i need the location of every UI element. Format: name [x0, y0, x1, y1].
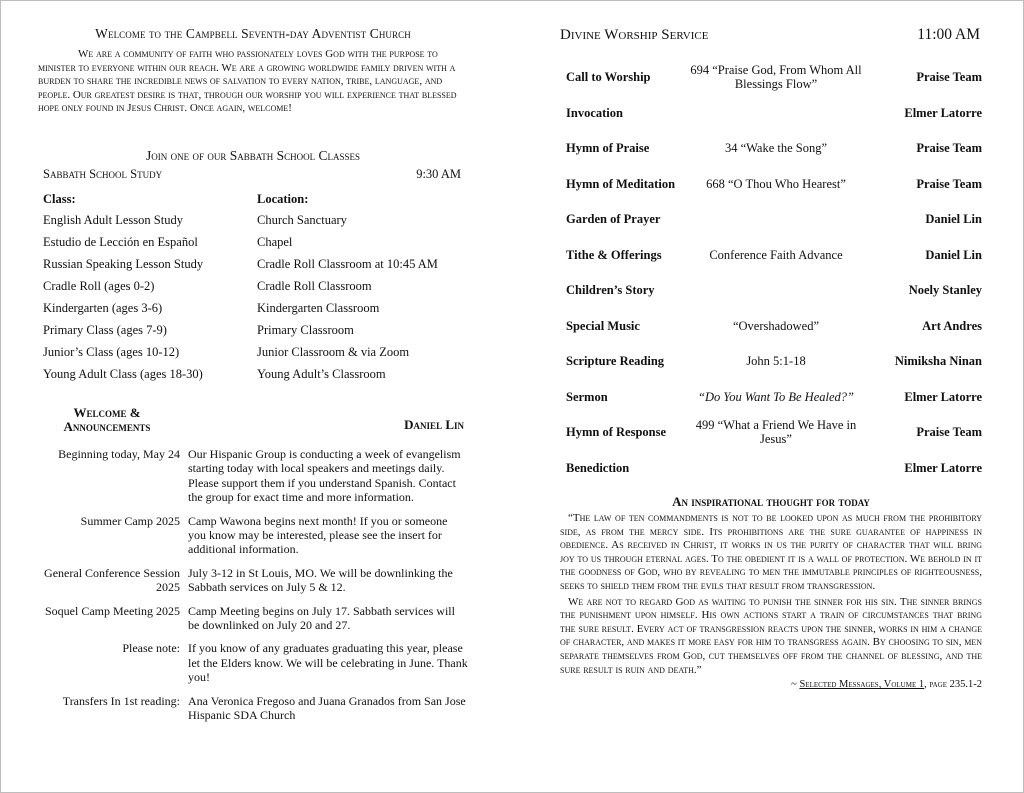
- service-person: Daniel Lin: [925, 247, 982, 262]
- service-person: Elmer Latorre: [904, 460, 982, 475]
- welcome-title: Welcome to the Campbell Seventh-day Adventist Church: [95, 26, 411, 41]
- announcement-text: July 3-12 in St Louis, MO. We will be downlinking the Sabbath services on July 5 & 12.: [188, 565, 453, 595]
- class-row: [43, 254, 468, 276]
- service-part: Benediction: [566, 460, 630, 475]
- sabbath-school-header: [38, 167, 468, 182]
- inspiration-paragraph-2: We are not to regard God as waiting to punish the sinner for his sin. The sinner brings the punishment upon himself. His own actions start a train of circumstances that bring the sure result. Every act of transgression reacts upon the sinner, works in him a change of character, and makes it more easy for him to transgress again. By choosing to sin, men separate themselves from God, cut themselves off from the channel of blessing, and the sure result is ruin and death.”: [560, 595, 982, 676]
- announcements-title-line1: Welcome &: [73, 404, 141, 420]
- service-part: Hymn of Praise: [566, 141, 650, 156]
- service-person: Elmer Latorre: [904, 105, 982, 120]
- service-item: [566, 60, 982, 96]
- service-part: Invocation: [566, 105, 623, 120]
- service-item: [566, 344, 982, 380]
- announcements-title: [38, 406, 172, 435]
- service-item: [566, 273, 982, 309]
- class-name: Cradle Roll (ages 0-2): [43, 279, 155, 294]
- location-column-header: Location:: [257, 192, 309, 207]
- service-detail: “Overshadowed”: [732, 318, 820, 333]
- class-location: Cradle Roll Classroom at 10:45 AM: [257, 257, 438, 272]
- announcements-title-line2: Announcements: [63, 419, 151, 435]
- service-header: [560, 26, 982, 52]
- announcement-item: [38, 641, 468, 684]
- service-person: Praise Team: [916, 176, 982, 191]
- announcement-item: [38, 447, 468, 505]
- sabbath-study-label: Sabbath School Study: [43, 166, 163, 181]
- service-detail: 34 “Wake the Song”: [724, 141, 828, 155]
- right-panel: [560, 26, 982, 690]
- class-row: [43, 210, 468, 232]
- source-title: Selected Messages, Volume 1: [799, 679, 925, 691]
- announcement-label: Please note:: [122, 641, 180, 656]
- service-item: [566, 131, 982, 167]
- announcement-item: [38, 694, 468, 723]
- announcements-list: [38, 447, 468, 723]
- service-detail: John 5:1-18: [746, 354, 806, 368]
- service-item: [566, 451, 982, 487]
- announcement-label: Transfers In 1st reading:: [62, 693, 180, 708]
- service-item: [566, 415, 982, 451]
- service-person: Elmer Latorre: [904, 389, 982, 404]
- service-person: Praise Team: [916, 141, 982, 156]
- class-location: Kindergarten Classroom: [257, 301, 380, 316]
- class-table: [38, 190, 468, 386]
- service-part: Tithe & Offerings: [566, 247, 662, 262]
- announcement-item: [38, 604, 468, 633]
- inspiration-paragraph-1: “The law of ten commandments is not to be looked upon as much from the prohibitory side, as from the mercy side. Its prohibitions are the sure guarantee of happiness in obedience. As received in Christ, it works in us the purity of character that will bring joy to us through eternal ages. To the obedient it is a wall of protection. We behold in it the goodness of God, who by revealing to men the immutable principles of righteousness, seeks to shield them from the evils that result from transgression.: [560, 512, 982, 592]
- service-title: Divine Worship Service: [560, 27, 709, 43]
- announcements-presenter: Daniel Lin: [404, 416, 464, 432]
- service-item: [566, 202, 982, 238]
- service-person: Nimiksha Ninan: [894, 354, 982, 369]
- announcement-text: Camp Wawona begins next month! If you or someone you know may be interested, please see the insert for additional information.: [188, 513, 448, 557]
- service-person: Praise Team: [916, 425, 982, 440]
- service-part: Hymn of Meditation: [566, 176, 676, 191]
- announcement-text: Our Hispanic Group is conducting a week of evangelism starting today with local speakers and meetings daily. Please support them if you understand Spanish. Contact the group for exact time and more information.: [188, 446, 461, 505]
- class-row: [43, 276, 468, 298]
- announcement-label: Beginning today, May 24: [58, 446, 180, 461]
- announcement-text: Ana Veronica Fregoso and Juana Granados from San Jose Hispanic SDA Church: [188, 693, 466, 723]
- left-panel: [38, 22, 468, 731]
- service-time: 11:00 AM: [917, 26, 980, 43]
- sabbath-school-title: Join one of our Sabbath School Classes: [145, 147, 361, 163]
- class-location: Young Adult’s Classroom: [257, 367, 386, 382]
- announcement-label: Soquel Camp Meeting 2025: [45, 603, 180, 618]
- service-part: Children’s Story: [566, 283, 655, 298]
- class-row: [43, 232, 468, 254]
- class-column-header: Class:: [43, 192, 76, 207]
- service-part: Sermon: [566, 389, 608, 404]
- inspiration-source: [560, 679, 982, 690]
- class-location: Church Sanctuary: [257, 213, 347, 228]
- announcement-item: [38, 566, 468, 595]
- class-name: Kindergarten (ages 3-6): [43, 301, 163, 316]
- service-detail: 694 “Praise God, From Whom All Blessings Flow”: [690, 63, 862, 91]
- service-detail: 668 “O Thou Who Hearest”: [706, 176, 846, 191]
- class-name: Young Adult Class (ages 18-30): [43, 367, 203, 382]
- class-location: Chapel: [257, 235, 293, 250]
- announcement-label: Summer Camp 2025: [80, 513, 180, 528]
- announcement-text: If you know of any graduates graduating this year, please let the Elders know. We will be celebrating in June. Thank you!: [188, 641, 468, 685]
- service-item: [566, 380, 982, 416]
- service-item: [566, 96, 982, 132]
- class-row: [43, 364, 468, 386]
- announcement-label: General Conference Session 2025: [44, 565, 180, 595]
- class-table-header: [43, 190, 468, 210]
- source-page: , page 235.1-2: [924, 679, 982, 691]
- class-name: Russian Speaking Lesson Study: [43, 257, 204, 272]
- announcement-text: Camp Meeting begins on July 17. Sabbath services will be downlinked on July 20 and 27.: [188, 603, 455, 633]
- announcement-item: [38, 514, 468, 557]
- class-row: [43, 320, 468, 342]
- class-location: Primary Classroom: [257, 323, 354, 338]
- service-part: Call to Worship: [566, 70, 651, 85]
- service-person: Art Andres: [922, 318, 982, 333]
- service-detail: Conference Faith Advance: [709, 247, 843, 262]
- class-row: [43, 342, 468, 364]
- service-part: Special Music: [566, 318, 640, 333]
- service-detail: “Do You Want To Be Healed?”: [698, 389, 854, 404]
- service-detail: 499 “What a Friend We Have in Jesus”: [695, 418, 857, 446]
- class-row: [43, 298, 468, 320]
- service-part: Garden of Prayer: [566, 212, 661, 227]
- class-name: English Adult Lesson Study: [43, 213, 183, 228]
- service-item: [566, 238, 982, 274]
- service-order: [560, 60, 982, 486]
- service-person: Daniel Lin: [925, 212, 982, 227]
- welcome-text: We are a community of faith who passionately loves God with the purpose to minister to everyone within our reach. We are a growing worldwide family driven with a burden to share the incredible news of salvation to every nation, tribe, language, and people. Our greatest desire is that, through our worship you will experience that blessed hope only found in Jesus Christ. Once again, welcome!: [38, 48, 457, 115]
- class-name: Estudio de Lección en Español: [43, 235, 198, 250]
- class-location: Cradle Roll Classroom: [257, 279, 372, 294]
- class-location: Junior Classroom & via Zoom: [257, 345, 410, 360]
- service-part: Scripture Reading: [566, 354, 665, 369]
- service-item: [566, 167, 982, 203]
- class-name: Junior’s Class (ages 10-12): [43, 345, 180, 360]
- inspiration-title: An inspirational thought for today: [672, 494, 870, 509]
- announcements-header: [38, 406, 468, 435]
- service-person: Noely Stanley: [908, 283, 982, 298]
- service-part: Hymn of Response: [566, 425, 667, 440]
- service-person: Praise Team: [916, 70, 982, 85]
- sabbath-study-time: 9:30 AM: [416, 166, 461, 181]
- class-name: Primary Class (ages 7-9): [43, 323, 167, 338]
- service-item: [566, 309, 982, 345]
- source-prefix: ~: [791, 679, 797, 691]
